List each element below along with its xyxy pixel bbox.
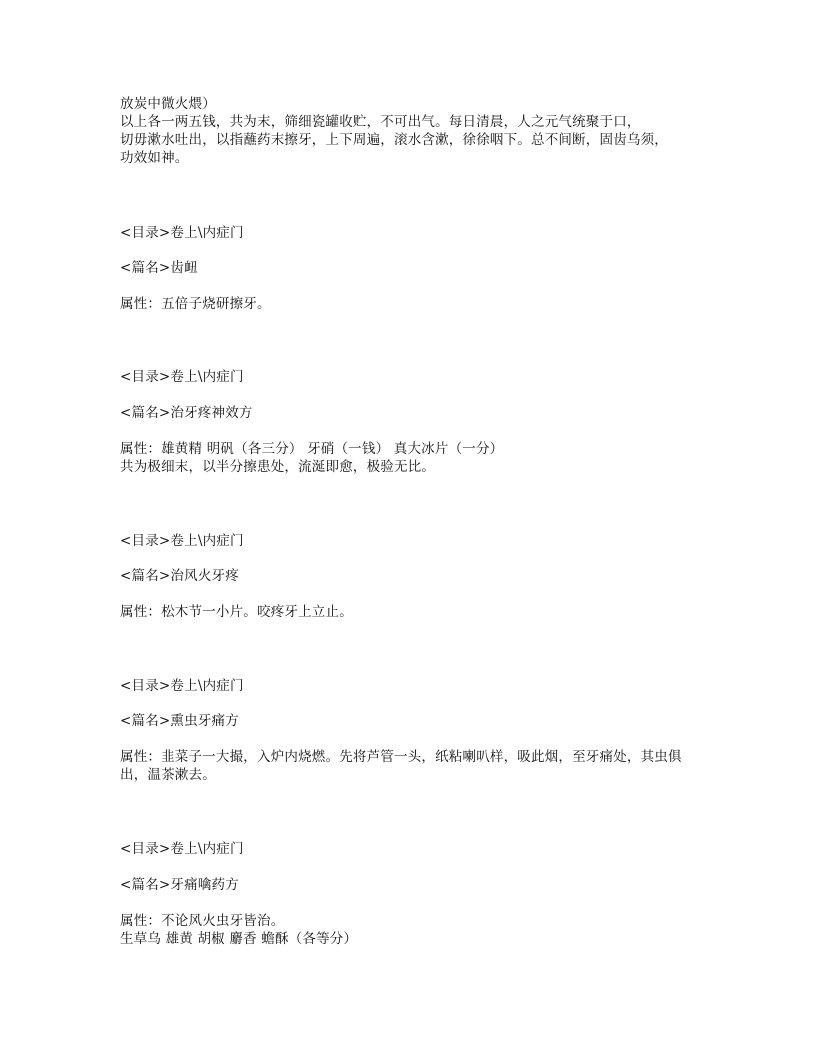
entry-title: <篇名>齿衄 xyxy=(120,260,198,276)
entry-body-line: 共为极细末，以半分擦患处，流涎即愈，极验无比。 xyxy=(120,459,436,475)
entry-title: <篇名>熏虫牙痛方 xyxy=(120,713,239,729)
entry-body-line: 属性：不论风火虫牙皆治。 xyxy=(120,913,285,929)
entry-body-line: 属性：五倍子烧研擦牙。 xyxy=(120,296,271,312)
entry-catalog: <目录>卷上\内症门 xyxy=(120,841,244,857)
intro-line: 切毋漱水吐出，以指蘸药末擦牙，上下周遍，滚水含漱，徐徐咽下。总不间断，固齿乌须， xyxy=(120,132,668,148)
entry-body-line: 属性：松木节一小片。咬疼牙上立止。 xyxy=(120,604,353,620)
entry-body-line: 属性：雄黄精 明矾（各三分） 牙硝（一钱） 真大冰片（一分） xyxy=(120,441,504,457)
entry-catalog: <目录>卷上\内症门 xyxy=(120,225,244,241)
intro-line: 放炭中微火煨） xyxy=(120,96,216,112)
entry-title: <篇名>牙痛噙药方 xyxy=(120,877,239,893)
entry-body-line: 生草乌 雄黄 胡椒 麝香 蟾酥（各等分） xyxy=(120,931,358,947)
intro-line: 以上各一两五钱，共为末，筛细瓷罐收贮，不可出气。每日清晨，人之元气统聚于口， xyxy=(120,114,641,130)
entry-title: <篇名>治风火牙疼 xyxy=(120,568,239,584)
entry-body-line: 属性：韭菜子一大撮，入炉内烧燃。先将芦管一头，纸粘喇叭样，吸此烟，至牙痛处，其虫俱 xyxy=(120,749,682,765)
entry-title: <篇名>治牙疼神效方 xyxy=(120,405,253,421)
entry-catalog: <目录>卷上\内症门 xyxy=(120,533,244,549)
entry-body-line: 出，温茶漱去。 xyxy=(120,767,216,783)
entry-catalog: <目录>卷上\内症门 xyxy=(120,678,244,694)
entry-catalog: <目录>卷上\内症门 xyxy=(120,369,244,385)
intro-line: 功效如神。 xyxy=(120,150,189,166)
